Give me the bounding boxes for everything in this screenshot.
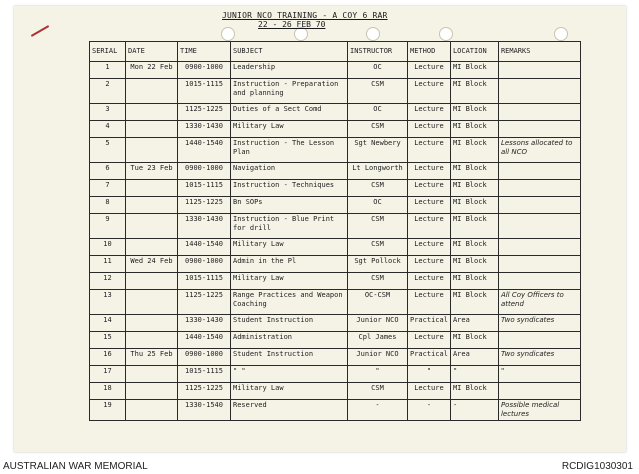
cell-time: 0900-1000 xyxy=(178,163,231,180)
cell-location: MI Block xyxy=(450,104,498,121)
cell-method: Practical xyxy=(408,349,451,366)
cell-serial: 12 xyxy=(90,273,126,290)
cell-location: " xyxy=(450,366,498,383)
cell-instructor: OC xyxy=(348,62,408,79)
cell-subject: Military Law xyxy=(231,383,348,400)
cell-location: - xyxy=(450,400,498,421)
cell-method: Lecture xyxy=(408,121,451,138)
cell-remarks: " xyxy=(498,366,580,383)
cell-location: MI Block xyxy=(450,163,498,180)
cell-date xyxy=(126,214,178,239)
cell-remarks xyxy=(498,121,580,138)
cell-serial: 19 xyxy=(90,400,126,421)
cell-location: MI Block xyxy=(450,214,498,239)
cell-instructor: Sgt Newbery xyxy=(348,138,408,163)
cell-serial: 11 xyxy=(90,256,126,273)
cell-remarks xyxy=(498,383,580,400)
cell-method: Lecture xyxy=(408,163,451,180)
header-method: METHOD xyxy=(408,42,451,62)
cell-remarks xyxy=(498,163,580,180)
cell-remarks xyxy=(498,332,580,349)
cell-method: Lecture xyxy=(408,138,451,163)
cell-serial: 18 xyxy=(90,383,126,400)
table-row xyxy=(90,273,581,290)
cell-date: Thu 25 Feb xyxy=(126,349,178,366)
table-row xyxy=(90,62,581,79)
cell-serial: 9 xyxy=(90,214,126,239)
cell-remarks: Two syndicates xyxy=(498,315,580,332)
cell-date xyxy=(126,121,178,138)
cell-remarks xyxy=(498,62,580,79)
cell-remarks xyxy=(498,79,580,104)
cell-serial: 7 xyxy=(90,180,126,197)
cell-serial: 5 xyxy=(90,138,126,163)
punch-hole xyxy=(221,27,235,41)
cell-time: 1330-1430 xyxy=(178,121,231,138)
cell-time: 1125-1225 xyxy=(178,104,231,121)
cell-subject: Duties of a Sect Comd xyxy=(231,104,348,121)
cell-method: Lecture xyxy=(408,290,451,315)
document-title: JUNIOR NCO TRAINING - A COY 6 RAR xyxy=(222,11,388,20)
cell-date xyxy=(126,273,178,290)
table-row xyxy=(90,138,581,163)
document-subtitle: 22 - 26 FEB 70 xyxy=(258,20,326,29)
cell-serial: 15 xyxy=(90,332,126,349)
table-row xyxy=(90,79,581,104)
cell-date xyxy=(126,197,178,214)
cell-instructor: OC-CSM xyxy=(348,290,408,315)
cell-serial: 1 xyxy=(90,62,126,79)
table-header-row xyxy=(90,42,581,62)
cell-date xyxy=(126,366,178,383)
cell-instructor: CSM xyxy=(348,273,408,290)
cell-remarks: Two syndicates xyxy=(498,349,580,366)
cell-instructor: - xyxy=(348,400,408,421)
header-time: TIME xyxy=(178,42,231,62)
table-row xyxy=(90,315,581,332)
cell-time: 1330-1540 xyxy=(178,400,231,421)
table-row xyxy=(90,383,581,400)
cell-location: MI Block xyxy=(450,180,498,197)
header-instructor: INSTRUCTOR xyxy=(348,42,408,62)
cell-serial: 3 xyxy=(90,104,126,121)
cell-subject: Range Practices and Weapon Coaching xyxy=(231,290,348,315)
cell-method: Lecture xyxy=(408,239,451,256)
header-date: DATE xyxy=(126,42,178,62)
table-row xyxy=(90,366,581,383)
cell-method: Lecture xyxy=(408,197,451,214)
cell-serial: 17 xyxy=(90,366,126,383)
cell-subject: Administration xyxy=(231,332,348,349)
cell-subject: Instruction - Blue Print for drill xyxy=(231,214,348,239)
cell-time: 1015-1115 xyxy=(178,79,231,104)
cell-date xyxy=(126,138,178,163)
cell-subject: Instruction - The Lesson Plan xyxy=(231,138,348,163)
cell-subject: Military Law xyxy=(231,239,348,256)
cell-serial: 8 xyxy=(90,197,126,214)
cell-serial: 2 xyxy=(90,79,126,104)
cell-instructor: CSM xyxy=(348,383,408,400)
cell-date xyxy=(126,383,178,400)
cell-method: Lecture xyxy=(408,180,451,197)
cell-instructor: Cpl James xyxy=(348,332,408,349)
cell-serial: 16 xyxy=(90,349,126,366)
cell-location: MI Block xyxy=(450,383,498,400)
cell-date: Mon 22 Feb xyxy=(126,62,178,79)
cell-remarks xyxy=(498,214,580,239)
cell-date xyxy=(126,332,178,349)
cell-remarks xyxy=(498,239,580,256)
cell-method: Lecture xyxy=(408,332,451,349)
cell-date xyxy=(126,79,178,104)
header-subject: SUBJECT xyxy=(231,42,348,62)
cell-method: Lecture xyxy=(408,214,451,239)
cell-date xyxy=(126,290,178,315)
cell-instructor: OC xyxy=(348,197,408,214)
footer-source: AUSTRALIAN WAR MEMORIAL xyxy=(3,461,148,472)
table-row xyxy=(90,214,581,239)
table-row xyxy=(90,163,581,180)
cell-method: Lecture xyxy=(408,62,451,79)
cell-remarks xyxy=(498,197,580,214)
cell-instructor: OC xyxy=(348,104,408,121)
cell-instructor: Sgt Pollock xyxy=(348,256,408,273)
cell-time: 0900-1000 xyxy=(178,349,231,366)
cell-instructor: CSM xyxy=(348,239,408,256)
cell-time: 1125-1225 xyxy=(178,383,231,400)
cell-serial: 13 xyxy=(90,290,126,315)
cell-serial: 10 xyxy=(90,239,126,256)
cell-subject: Instruction - Techniques xyxy=(231,180,348,197)
cell-method: " xyxy=(408,366,451,383)
header-serial: SERIAL xyxy=(90,42,126,62)
cell-time: 1015-1115 xyxy=(178,366,231,383)
cell-method: Lecture xyxy=(408,104,451,121)
cell-time: 1125-1225 xyxy=(178,290,231,315)
cell-instructor: Lt Longworth xyxy=(348,163,408,180)
cell-instructor: CSM xyxy=(348,121,408,138)
cell-instructor: CSM xyxy=(348,79,408,104)
cell-location: MI Block xyxy=(450,273,498,290)
table-row xyxy=(90,121,581,138)
header-remarks: REMARKS xyxy=(498,42,580,62)
cell-date xyxy=(126,239,178,256)
cell-location: MI Block xyxy=(450,256,498,273)
cell-method: - xyxy=(408,400,451,421)
table-row xyxy=(90,104,581,121)
cell-method: Lecture xyxy=(408,383,451,400)
cell-remarks xyxy=(498,256,580,273)
cell-instructor: " xyxy=(348,366,408,383)
punch-hole xyxy=(554,27,568,41)
cell-time: 0900-1000 xyxy=(178,62,231,79)
cell-date xyxy=(126,400,178,421)
table-row xyxy=(90,290,581,315)
cell-remarks xyxy=(498,180,580,197)
cell-method: Lecture xyxy=(408,79,451,104)
cell-time: 0900-1000 xyxy=(178,256,231,273)
cell-subject: Student Instruction xyxy=(231,315,348,332)
header-location: LOCATION xyxy=(450,42,498,62)
cell-remarks xyxy=(498,273,580,290)
cell-subject: Leadership xyxy=(231,62,348,79)
cell-subject: Navigation xyxy=(231,163,348,180)
cell-date xyxy=(126,315,178,332)
cell-subject: Reserved xyxy=(231,400,348,421)
table-row xyxy=(90,239,581,256)
table-row xyxy=(90,400,581,421)
cell-subject: " " xyxy=(231,366,348,383)
cell-subject: Military Law xyxy=(231,121,348,138)
punch-hole xyxy=(439,27,453,41)
cell-serial: 14 xyxy=(90,315,126,332)
cell-date xyxy=(126,180,178,197)
cell-remarks xyxy=(498,104,580,121)
cell-date: Tue 23 Feb xyxy=(126,163,178,180)
cell-location: MI Block xyxy=(450,62,498,79)
cell-subject: Instruction - Preparation and planning xyxy=(231,79,348,104)
cell-method: Lecture xyxy=(408,273,451,290)
cell-instructor: Junior NCO xyxy=(348,315,408,332)
cell-method: Practical xyxy=(408,315,451,332)
cell-remarks: Possible medical lectures xyxy=(498,400,580,421)
table-row xyxy=(90,349,581,366)
cell-time: 1330-1430 xyxy=(178,214,231,239)
cell-subject: Admin in the Pl xyxy=(231,256,348,273)
cell-location: MI Block xyxy=(450,239,498,256)
cell-time: 1125-1225 xyxy=(178,197,231,214)
cell-date: Wed 24 Feb xyxy=(126,256,178,273)
cell-method: Lecture xyxy=(408,256,451,273)
cell-location: Area xyxy=(450,315,498,332)
cell-remarks: All Coy Officers to attend xyxy=(498,290,580,315)
cell-serial: 6 xyxy=(90,163,126,180)
punch-hole xyxy=(294,27,308,41)
training-schedule-table xyxy=(89,41,581,421)
cell-location: MI Block xyxy=(450,79,498,104)
cell-location: MI Block xyxy=(450,197,498,214)
cell-time: 1330-1430 xyxy=(178,315,231,332)
cell-time: 1440-1540 xyxy=(178,239,231,256)
cell-time: 1015-1115 xyxy=(178,180,231,197)
table-row xyxy=(90,197,581,214)
cell-time: 1440-1540 xyxy=(178,138,231,163)
table-row xyxy=(90,256,581,273)
cell-location: MI Block xyxy=(450,121,498,138)
punch-hole xyxy=(366,27,380,41)
cell-subject: Bn SOPs xyxy=(231,197,348,214)
cell-remarks: Lessons allocated to all NCO xyxy=(498,138,580,163)
footer-id: RCDIG1030301 xyxy=(561,461,633,472)
table-row xyxy=(90,180,581,197)
cell-time: 1440-1540 xyxy=(178,332,231,349)
cell-time: 1015-1115 xyxy=(178,273,231,290)
cell-subject: Student Instruction xyxy=(231,349,348,366)
cell-instructor: CSM xyxy=(348,214,408,239)
cell-location: MI Block xyxy=(450,332,498,349)
cell-instructor: Junior NCO xyxy=(348,349,408,366)
table-row xyxy=(90,332,581,349)
cell-instructor: CSM xyxy=(348,180,408,197)
cell-date xyxy=(126,104,178,121)
cell-subject: Military Law xyxy=(231,273,348,290)
cell-location: MI Block xyxy=(450,138,498,163)
cell-location: Area xyxy=(450,349,498,366)
cell-location: MI Block xyxy=(450,290,498,315)
cell-serial: 4 xyxy=(90,121,126,138)
